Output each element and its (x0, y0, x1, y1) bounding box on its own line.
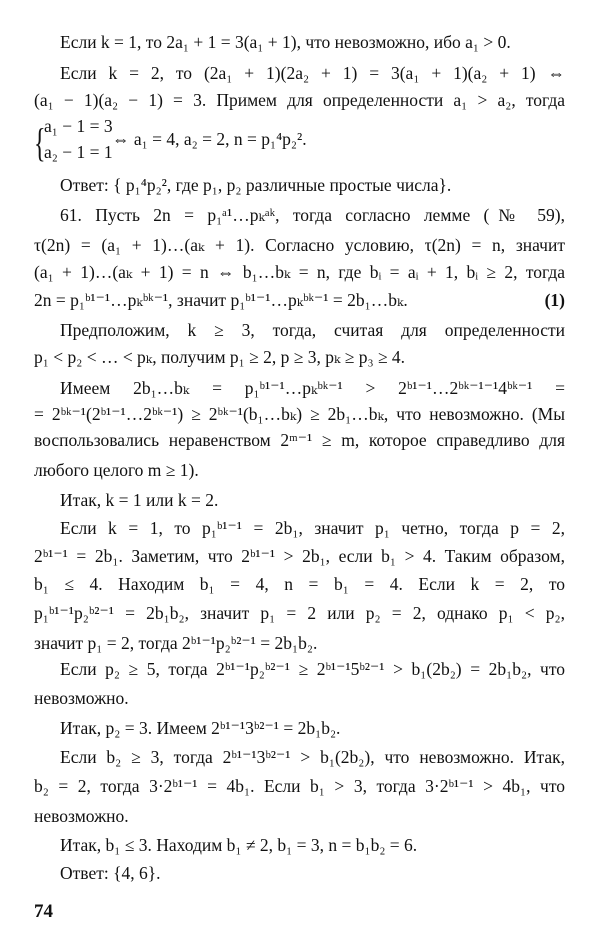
text-line: Если k = 1, то p₁ᵇ¹⁻¹ = 2b₁, значит p₁ четно, тогда p = 2, (60, 518, 565, 538)
text-line: p₁ᵇ¹⁻¹p₂ᵇ²⁻¹ = 2b₁b₂, значит p₁ = 2 или p₂ = 2, однако p₁ < p₂, (34, 603, 565, 623)
text-line: значит p₁ = 2, тогда 2ᵇ¹⁻¹p₂ᵇ²⁻¹ = 2b₁b₂. (34, 633, 318, 653)
text-line: Итак, k = 1 или k = 2. (60, 490, 219, 510)
text-line: 2ᵇ¹⁻¹ = 2b₁. Заметим, что 2ᵇ¹⁻¹ > 2b₁, если b₁ > 4. Таким образом, (34, 546, 565, 566)
page-number: 74 (34, 901, 53, 922)
answer-line: Ответ: { p₁⁴p₂², где p₁, p₂ различные простые числа}. (60, 175, 452, 195)
text-line: Предположим, k ≥ 3, тогда, считая для определенности (60, 320, 565, 340)
text-line: ⇔ a₁ = 4, a₂ = 2, n = p₁⁴p₂². (112, 129, 307, 149)
text-line: τ(2n) = (a₁ + 1)…(aₖ + 1). Согласно условию, τ(2n) = n, значит (34, 235, 565, 255)
text-line: (a₁ + 1)…(aₖ + 1) = n ⇔ b₁…bₖ = n, где bᵢ = aᵢ + 1, bᵢ ≥ 2, тогда (34, 262, 565, 282)
problem-61-start: 61. Пусть 2n = p₁ᵃ¹…pₖᵃᵏ, тогда согласно лемме (№ 59), (60, 205, 565, 225)
text-line: Если k = 1, то 2a₁ + 1 = 3(a₁ + 1), что невозможно, ибо a₁ > 0. (60, 32, 511, 52)
text-line: p₁ < p₂ < … < pₖ, получим p₁ ≥ 2, p ≥ 3, pₖ ≥ p₃ ≥ 4. (34, 347, 406, 367)
system-brace: { (34, 120, 46, 165)
text-line: 2n = p₁ᵇ¹⁻¹…pₖᵇᵏ⁻¹, значит p₁ᵇ¹⁻¹…pₖᵇᵏ⁻¹ = 2b₁…bₖ. (34, 290, 408, 310)
equation-number: (1) (544, 290, 565, 310)
text-line: любого целого m ≥ 1). (34, 460, 199, 480)
text-line: воспользовались неравенством 2ᵐ⁻¹ ≥ m, которое справедливо для (34, 430, 565, 450)
text-line: невозможно. (34, 806, 129, 826)
text-line: Если b₂ ≥ 3, тогда 2ᵇ¹⁻¹3ᵇ²⁻¹ > b₁(2b₂), что невозможно. Итак, (60, 747, 565, 767)
system-equation: a₂ − 1 = 1 (44, 142, 113, 162)
answer-line: Ответ: {4, 6}. (60, 863, 161, 883)
text-line: Имеем 2b₁…bₖ = p₁ᵇ¹⁻¹…pₖᵇᵏ⁻¹ > 2ᵇ¹⁻¹…2ᵇᵏ⁻¹⁻¹4ᵇᵏ⁻¹ = (60, 378, 565, 398)
text-line: b₁ ≤ 4. Находим b₁ = 4, n = b₁ = 4. Если k = 2, то (34, 574, 565, 594)
text-line: Если p₂ ≥ 5, тогда 2ᵇ¹⁻¹p₂ᵇ²⁻¹ ≥ 2ᵇ¹⁻¹5ᵇ²⁻¹ > b₁(2b₂) = 2b₁b₂, что (60, 659, 565, 679)
text-line: Итак, p₂ = 3. Имеем 2ᵇ¹⁻¹3ᵇ²⁻¹ = 2b₁b₂. (60, 718, 341, 738)
text-line: Итак, b₁ ≤ 3. Находим b₁ ≠ 2, b₁ = 3, n = b₁b₂ = 6. (60, 835, 418, 855)
text-line: = 2ᵇᵏ⁻¹(2ᵇ¹⁻¹…2ᵇᵏ⁻¹) ≥ 2ᵇᵏ⁻¹(b₁…bₖ) ≥ 2b₁…bₖ, что невозможно. (Мы (34, 404, 565, 424)
system-equation: a₁ − 1 = 3 (44, 116, 113, 136)
text-line: Если k = 2, то (2a₁ + 1)(2a₂ + 1) = 3(a₁ + 1)(a₂ + 1) ⇔ (60, 63, 565, 83)
text-line: (a₁ − 1)(a₂ − 1) = 3. Примем для определенности a₁ > a₂, тогда (34, 90, 565, 110)
text-line: невозможно. (34, 688, 129, 708)
text-line: b₂ = 2, тогда 3·2ᵇ¹⁻¹ = 4b₁. Если b₁ > 3, тогда 3·2ᵇ¹⁻¹ > 4b₁, что (34, 776, 565, 796)
